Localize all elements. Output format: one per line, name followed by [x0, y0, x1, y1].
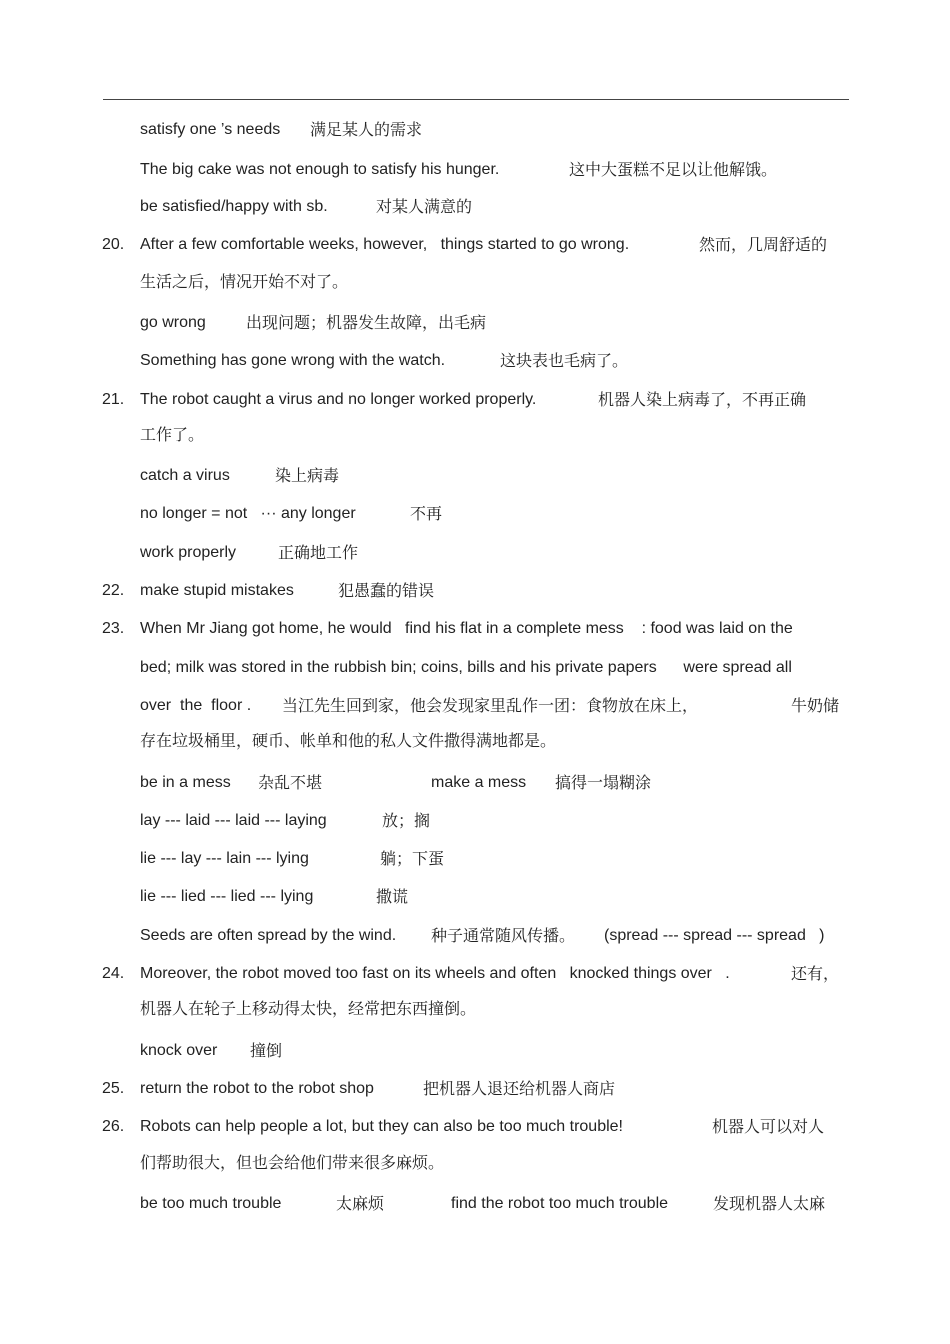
- verb-forms: lie --- lied --- lied --- lying: [140, 888, 314, 905]
- item-number: 20.: [102, 236, 125, 253]
- sentence-en: Robots can help people a lot, but they can also be too much trouble!: [140, 1118, 623, 1135]
- item-number: 24.: [102, 965, 125, 982]
- phrase-cn: 撞倒: [250, 1041, 283, 1060]
- phrase-cn: 犯愚蠢的错误: [338, 581, 435, 600]
- phrase-en: return the robot to the robot shop: [140, 1080, 374, 1097]
- verb-meaning: 躺；下蛋: [380, 849, 445, 868]
- sentence-en-cont: bed; milk was stored in the rubbish bin; coins, bills and his private papers were spread all: [140, 659, 792, 676]
- phrase-cn: 出现问题；机器发生故障，出毛病: [246, 313, 487, 332]
- phrase-en: make stupid mistakes: [140, 582, 294, 599]
- phrase-en: work properly: [140, 544, 237, 561]
- item-number: 21.: [102, 391, 125, 408]
- item-number: 25.: [102, 1080, 125, 1097]
- verb-meaning: 放；搁: [382, 811, 431, 830]
- phrase-en: find the robot too much trouble: [451, 1195, 669, 1212]
- phrase-en: go wrong: [140, 314, 206, 331]
- sentence-cn-cont: 机器人在轮子上移动得太快，经常把东西撞倒。: [140, 999, 477, 1018]
- phrase-cn: 搞得一塌糊涂: [555, 773, 652, 792]
- sentence-cn: 机器人染上病毒了，不再正确: [598, 390, 807, 409]
- sentence-en-cont: over the floor .: [140, 697, 252, 714]
- sentence-en: When Mr Jiang got home, he would find his flat in a complete mess : food was laid on the: [140, 620, 793, 637]
- verb-meaning: 撒谎: [376, 887, 409, 906]
- example-cn: 这块表也毛病了。: [500, 351, 629, 370]
- phrase-en: be too much trouble: [140, 1195, 282, 1212]
- sentence-cn: 还有，: [791, 964, 840, 983]
- verb-forms: lie --- lay --- lain --- lying: [140, 850, 309, 867]
- sentence-cn-cont: 生活之后，情况开始不对了。: [140, 272, 349, 291]
- sentence-cn: 机器人可以对人: [712, 1117, 825, 1136]
- example-en: Seeds are often spread by the wind.: [140, 927, 397, 944]
- phrase-en: be satisfied/happy with sb.: [140, 198, 328, 215]
- phrase-en: no longer = not ··· any longer: [140, 505, 356, 522]
- example-cn: 种子通常随风传播。: [431, 926, 576, 945]
- header-rule: [103, 99, 849, 100]
- phrase-cn: 把机器人退还给机器人商店: [423, 1079, 616, 1098]
- item-number: 22.: [102, 582, 125, 599]
- sentence-en: The robot caught a virus and no longer worked properly.: [140, 391, 537, 408]
- sentence-cn: 牛奶储: [791, 696, 840, 715]
- phrase-cn: 满足某人的需求: [310, 120, 423, 139]
- phrase-en: catch a virus: [140, 467, 230, 484]
- phrase-cn: 太麻烦: [336, 1194, 385, 1213]
- phrase-cn: 对某人满意的: [376, 197, 473, 216]
- sentence-cn-cont: 们帮助很大，但也会给他们带来很多麻烦。: [140, 1153, 445, 1172]
- item-number: 26.: [102, 1118, 125, 1135]
- example-cn: 这中大蛋糕不足以让他解饿。: [569, 160, 778, 179]
- example-en: Something has gone wrong with the watch.: [140, 352, 446, 369]
- phrase-cn: 发现机器人太麻: [713, 1194, 826, 1213]
- sentence-en: After a few comfortable weeks, however, things started to go wrong.: [140, 236, 630, 253]
- verb-forms: lay --- laid --- laid --- laying: [140, 812, 327, 829]
- phrase-en: be in a mess: [140, 774, 231, 791]
- phrase-cn: 正确地工作: [278, 543, 359, 562]
- phrase-cn: 杂乱不堪: [258, 773, 323, 792]
- phrase-en: satisfy one ’s needs: [140, 121, 281, 138]
- example-en: The big cake was not enough to satisfy his hunger.: [140, 161, 500, 178]
- sentence-cn: 然而，几周舒适的: [699, 235, 828, 254]
- sentence-cn-cont: 存在垃圾桶里，硬币、帐单和他的私人文件撒得满地都是。: [140, 731, 557, 750]
- phrase-cn: 染上病毒: [275, 466, 340, 485]
- phrase-en: knock over: [140, 1042, 218, 1059]
- sentence-cn-cont: 工作了。: [140, 425, 205, 444]
- item-number: 23.: [102, 620, 125, 637]
- sentence-en: Moreover, the robot moved too fast on its wheels and often knocked things over .: [140, 965, 730, 982]
- phrase-en: make a mess: [431, 774, 527, 791]
- phrase-cn: 不再: [410, 504, 443, 523]
- sentence-cn: 当江先生回到家，他会发现家里乱作一团：食物放在床上，: [282, 696, 699, 715]
- verb-forms: (spread --- spread --- spread ): [604, 927, 825, 944]
